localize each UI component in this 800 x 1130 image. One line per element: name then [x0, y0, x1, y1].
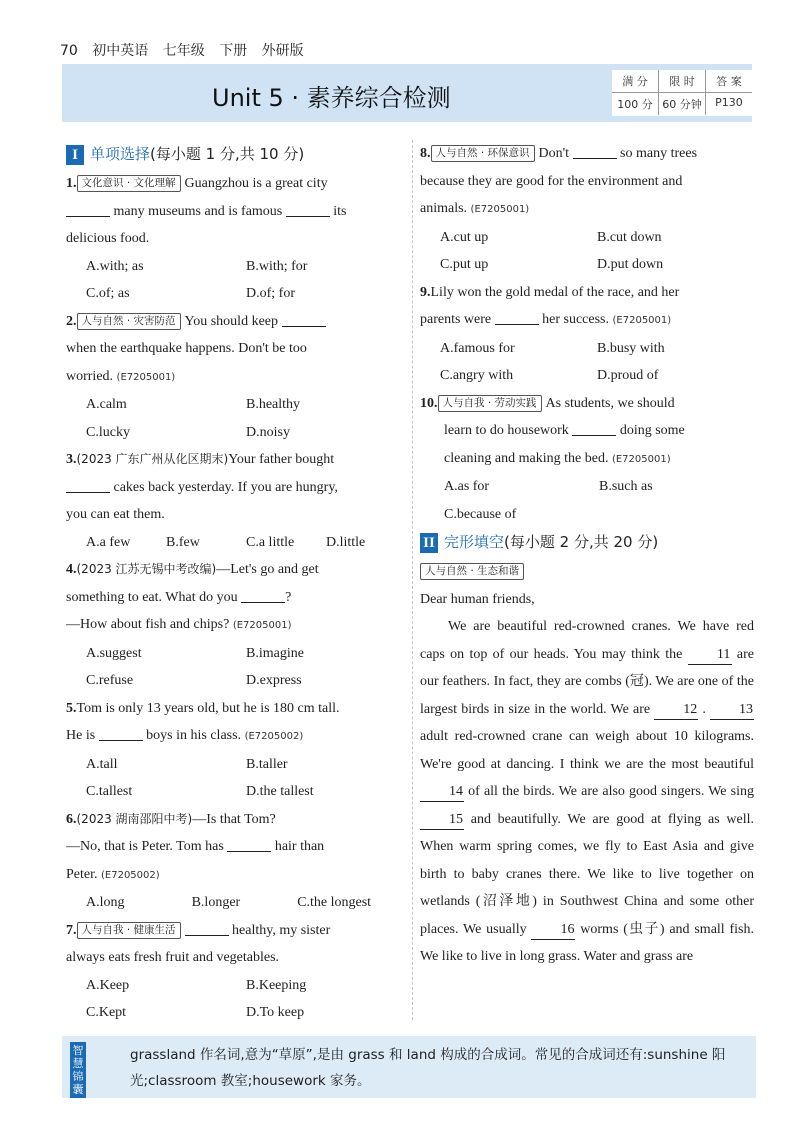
option-b[interactable]: B.Keeping	[246, 977, 307, 993]
question-7	[66, 917, 406, 1027]
literacy-tag: 人与自然 · 生态和谐	[420, 563, 524, 580]
option-a[interactable]: A.famous for	[440, 340, 515, 356]
answer-blank[interactable]	[286, 202, 330, 217]
source-note: (2023 广东广州从化区期末)	[76, 452, 229, 466]
answer-blank[interactable]	[282, 312, 326, 327]
option-c[interactable]: C.tallest	[86, 784, 133, 799]
question-number: 8.	[420, 146, 431, 161]
question-text: hair than	[274, 839, 325, 854]
question-text: parents were	[420, 312, 492, 327]
page-title: Unit 5 · 素养综合检测	[212, 84, 451, 112]
time-value: 60 分钟	[659, 93, 706, 115]
section-1-heading	[66, 140, 406, 170]
question-text: —Let's go and get	[216, 562, 319, 577]
question-number: 6.	[66, 811, 77, 827]
section-badge: II	[420, 533, 438, 553]
question-text: —How about fish and chips?	[66, 617, 230, 632]
option-c[interactable]: C.refuse	[86, 673, 134, 688]
question-number: 7.	[66, 922, 77, 938]
question-text: worried.	[66, 368, 114, 384]
question-text: You should keep	[184, 313, 278, 329]
answer-blank[interactable]	[185, 921, 229, 936]
question-text: boys in his class.	[146, 728, 242, 743]
title-band	[62, 64, 752, 122]
question-text: so many trees	[620, 146, 698, 161]
answer-blank[interactable]	[495, 310, 539, 325]
info-box	[612, 70, 752, 116]
option-a[interactable]: A.suggest	[86, 645, 142, 661]
option-d[interactable]: D.little	[326, 534, 366, 550]
item-code: (E7205001)	[612, 315, 672, 326]
literacy-tag: 人与自然 · 灾害防范	[77, 313, 181, 330]
option-d[interactable]: D.noisy	[246, 424, 290, 440]
option-a[interactable]: A.with; as	[86, 258, 144, 274]
option-a[interactable]: A.as for	[444, 479, 490, 494]
passage-text: We are beautiful red-crowned cranes. We have red caps on top of our heads. You may think the	[420, 619, 754, 662]
term: 下册	[219, 43, 248, 59]
literacy-tag: 人与自然 · 环保意识	[431, 145, 535, 162]
option-c[interactable]: C.angry with	[440, 368, 514, 383]
option-b[interactable]: B.cut down	[597, 229, 662, 245]
section-title: 单项选择	[90, 145, 151, 164]
tip-box	[62, 1036, 756, 1098]
passage-text: .	[702, 701, 706, 717]
section-note: (每小题 2 分,共 20 分)	[504, 533, 659, 552]
answer-blank[interactable]	[241, 588, 285, 603]
option-a[interactable]: A.cut up	[440, 229, 489, 245]
section-2-heading	[420, 528, 754, 558]
question-text: doing some	[619, 423, 685, 438]
question-4	[66, 556, 406, 695]
question-10	[420, 390, 754, 529]
option-b[interactable]: B.few	[166, 534, 200, 550]
question-text: —Is that Tom?	[192, 811, 276, 827]
question-text: learn to do housework	[444, 423, 569, 438]
option-c[interactable]: C.the longest	[297, 895, 372, 910]
question-number: 1.	[66, 176, 77, 191]
passage-text: adult red-crowned crane can weigh about 10 kilograms. We're good at dancing. I think we are the most beautiful	[420, 729, 754, 772]
option-d[interactable]: D.put down	[597, 257, 664, 272]
cloze-blank-13[interactable]: 13	[710, 701, 754, 720]
question-1	[66, 170, 406, 308]
section-badge: I	[66, 145, 84, 165]
passage-text: worms (虫子) and small fish. We like to live in long grass. Water and grass are	[420, 921, 755, 964]
option-c[interactable]: C.put up	[440, 257, 489, 272]
question-text: you can eat them.	[66, 507, 165, 522]
tip-text: grassland 作名词,意为“草原”,是由 grass 和 land 构成的合成词。常见的合成词还有:sunshine 阳光;classroom 教室;housework 家务。	[130, 1047, 726, 1089]
option-c[interactable]: C.lucky	[86, 424, 130, 440]
option-b[interactable]: B.taller	[246, 756, 288, 772]
passage-text: of all the birds. We are also good singers. We sing	[468, 784, 754, 799]
option-b[interactable]: B.healthy	[246, 397, 301, 412]
question-number: 4.	[66, 562, 77, 577]
cloze-blank-16[interactable]: 16	[531, 921, 575, 940]
answer-blank[interactable]	[572, 421, 616, 436]
option-d[interactable]: D.To keep	[246, 1005, 305, 1020]
question-text: when the earthquake happens. Don't be too	[66, 341, 307, 356]
answer-page: P130	[715, 96, 743, 109]
item-code: (E7205001)	[232, 620, 292, 631]
cloze-blank-14[interactable]: 14	[420, 783, 464, 802]
option-d[interactable]: D.express	[246, 673, 302, 688]
question-2	[66, 308, 406, 447]
cloze-blank-11[interactable]: 11	[688, 646, 732, 665]
running-header	[60, 40, 314, 60]
book-name: 初中英语	[92, 43, 149, 59]
grade: 七年级	[162, 43, 205, 59]
source-note: (2023 江苏无锡中考改编)	[76, 562, 217, 576]
section-note: (每小题 1 分,共 10 分)	[150, 145, 305, 164]
passage-text: are our feathers. In fact, they are combs (冠). We are one of the largest birds in size in the world. We are	[420, 646, 754, 717]
option-d[interactable]: D.the tallest	[246, 784, 314, 799]
question-text: her success.	[542, 312, 610, 327]
question-text: delicious food.	[66, 231, 150, 246]
score-value: 100 分	[612, 93, 659, 115]
question-6	[66, 806, 406, 917]
answer-blank[interactable]	[66, 478, 110, 493]
score-label: 满 分	[612, 70, 659, 92]
cloze-blank-12[interactable]: 12	[654, 701, 698, 720]
question-number: 9.	[420, 284, 431, 300]
option-c[interactable]: C.a little	[246, 534, 295, 550]
cloze-passage	[420, 613, 754, 971]
option-a[interactable]: A.tall	[86, 756, 118, 772]
question-text: cakes back yesterday. If you are hungry,	[113, 479, 338, 495]
option-a[interactable]: A.long	[86, 895, 125, 910]
question-text: Lily won the gold medal of the race, and her	[430, 284, 680, 300]
item-code: (E7205001)	[470, 204, 530, 215]
question-number: 2.	[66, 313, 77, 329]
question-text: Don't	[538, 146, 570, 161]
option-a[interactable]: A.a few	[86, 534, 131, 550]
option-d[interactable]: D.proud of	[597, 368, 659, 383]
question-text: something to eat. What do you	[66, 589, 238, 605]
page-number: 70	[60, 43, 78, 59]
column-divider	[412, 140, 413, 1020]
cloze-greeting: Dear human friends,	[420, 591, 535, 607]
right-column	[420, 140, 754, 971]
question-text: He is	[66, 728, 96, 743]
literacy-tag: 人与自我 · 健康生活	[77, 922, 181, 939]
option-d[interactable]: D.of; for	[246, 286, 295, 301]
question-8	[420, 140, 754, 279]
question-text: Peter.	[66, 866, 98, 882]
option-b[interactable]: B.longer	[191, 895, 241, 910]
item-code: (E7205001)	[611, 453, 671, 465]
question-text: —No, that is Peter. Tom has	[66, 839, 224, 854]
section-title: 完形填空	[444, 533, 505, 552]
question-text: cleaning and making the bed.	[444, 450, 609, 466]
answer-blank[interactable]	[99, 726, 143, 741]
question-number: 10.	[420, 395, 438, 411]
question-text: healthy, my sister	[232, 922, 331, 938]
source-note: (2023 湖南邵阳中考)	[76, 811, 193, 826]
answer-blank[interactable]	[573, 144, 617, 159]
item-code: (E7205002)	[244, 731, 304, 742]
question-9	[420, 279, 754, 390]
literacy-tag: 人与自我 · 劳动实践	[438, 395, 542, 412]
question-text: animals.	[420, 201, 468, 216]
passage-text: and beautifully. We are good at flying as well. When warm spring comes, we fly to East Asia and give birth to baby cranes there. We like to live together on wetlands (沼泽地) in Southwest China and some other places. We usually	[420, 811, 754, 937]
question-text: ?	[285, 589, 292, 605]
question-text: many museums and is famous	[113, 203, 283, 219]
item-code: (E7205001)	[116, 371, 176, 383]
option-b[interactable]: B.busy with	[597, 340, 665, 356]
option-a[interactable]: A.Keep	[86, 977, 130, 993]
cloze-blank-15[interactable]: 15	[420, 811, 464, 830]
question-text: always eats fresh fruit and vegetables.	[66, 950, 280, 965]
question-text: because they are good for the environment and	[420, 173, 683, 189]
question-3	[66, 446, 406, 556]
question-text: Your father bought	[228, 452, 335, 467]
tip-label: 智慧锦囊	[70, 1042, 86, 1098]
option-b[interactable]: B.with; for	[246, 258, 308, 274]
edition: 外研版	[261, 43, 304, 59]
answer-blank[interactable]	[227, 837, 271, 852]
question-number: 3.	[66, 452, 77, 467]
option-b[interactable]: B.imagine	[246, 645, 304, 661]
literacy-tag: 文化意识 · 文化理解	[77, 175, 181, 192]
answer-label: 答 案	[716, 75, 742, 88]
option-b[interactable]: B.such as	[599, 479, 653, 494]
item-code: (E7205002)	[101, 869, 160, 881]
option-c[interactable]: C.Kept	[86, 1005, 127, 1020]
option-a[interactable]: A.calm	[86, 397, 127, 412]
question-text: As students, we should	[545, 395, 675, 411]
left-column	[66, 140, 406, 1027]
question-text: its	[333, 203, 347, 219]
option-c[interactable]: C.of; as	[86, 286, 130, 301]
option-c[interactable]: C.because of	[444, 506, 517, 522]
question-text: Tom is only 13 years old, but he is 180 cm tall.	[76, 700, 340, 716]
time-label: 限 时	[659, 70, 706, 92]
question-number: 5.	[66, 700, 77, 716]
question-text: Guangzhou is a great city	[184, 176, 328, 191]
question-5	[66, 695, 406, 806]
answer-blank[interactable]	[66, 202, 110, 217]
